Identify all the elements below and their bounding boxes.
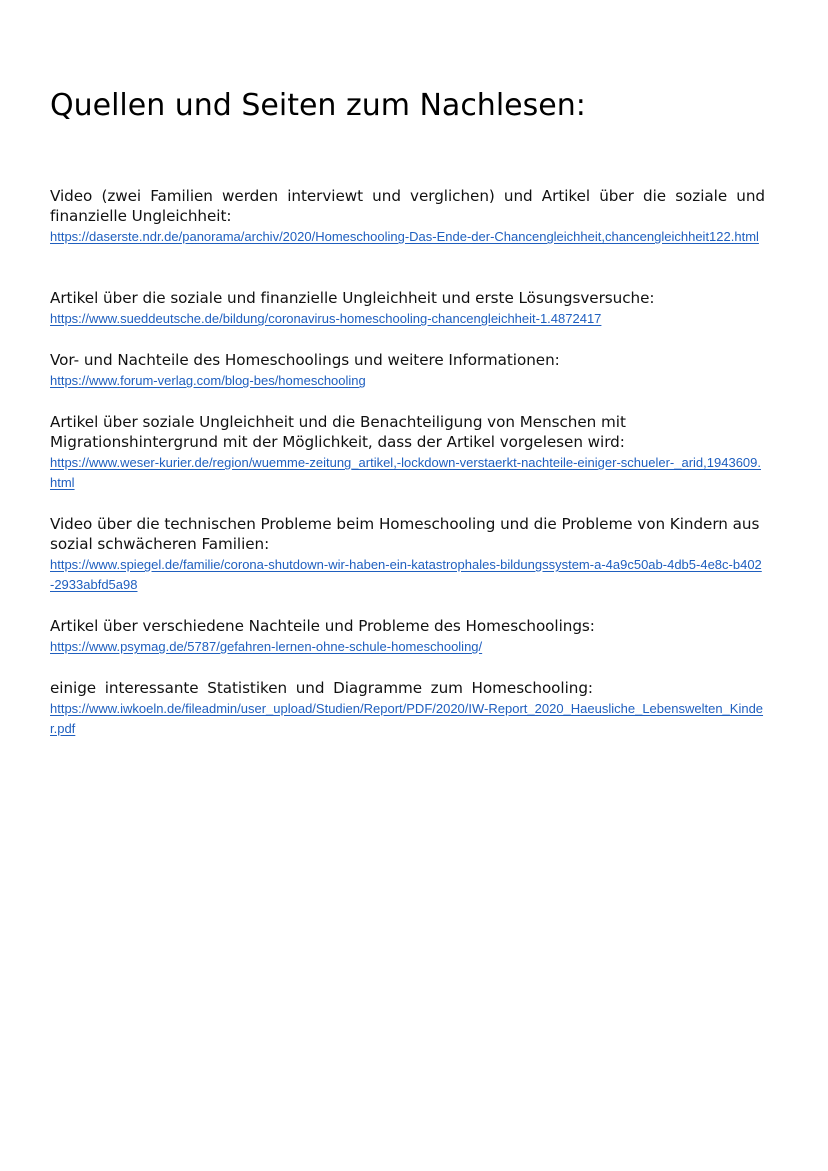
source-description: Artikel über soziale Ungleichheit und die Benachteiligung von Menschen mit Migrationshintergrund mit der Möglichkeit, dass der Artikel vorgelesen wird: bbox=[50, 413, 626, 451]
source-entry-4 bbox=[50, 412, 765, 493]
source-entry-6 bbox=[50, 616, 765, 657]
source-link[interactable]: https://www.forum-verlag.com/blog-bes/homeschooling bbox=[50, 373, 366, 388]
source-entry-1 bbox=[50, 186, 765, 247]
source-description: Vor- und Nachteile des Homeschoolings und weitere Informationen: bbox=[50, 351, 560, 369]
source-entry-3 bbox=[50, 350, 765, 391]
source-link[interactable]: https://www.weser-kurier.de/region/wuemme-zeitung_artikel,-lockdown-verstaerkt-nachteile-einiger-schueler-_arid,1943609.html bbox=[50, 455, 761, 490]
page-title: Quellen und Seiten zum Nachlesen: bbox=[50, 88, 586, 123]
source-link[interactable]: https://daserste.ndr.de/panorama/archiv/2020/Homeschooling-Das-Ende-der-Chancengleichheit,chancengleichheit122.html bbox=[50, 229, 759, 244]
source-link[interactable]: https://www.spiegel.de/familie/corona-shutdown-wir-haben-ein-katastrophales-bildungssystem-a-4a9c50ab-4db5-4e8c-b402-2933abfd5a98 bbox=[50, 557, 762, 592]
source-entry-7 bbox=[50, 678, 765, 739]
source-link[interactable]: https://www.psymag.de/5787/gefahren-lernen-ohne-schule-homeschooling/ bbox=[50, 639, 483, 654]
source-description: Video über die technischen Probleme beim Homeschooling und die Probleme von Kindern aus sozial schwächeren Familien: bbox=[50, 515, 760, 553]
source-link[interactable]: https://www.sueddeutsche.de/bildung/coronavirus-homeschooling-chancengleichheit-1.4872417 bbox=[50, 311, 602, 326]
source-description: Artikel über verschiedene Nachteile und Probleme des Homeschoolings: bbox=[50, 617, 595, 635]
source-link[interactable]: https://www.iwkoeln.de/fileadmin/user_upload/Studien/Report/PDF/2020/IW-Report_2020_Haeusliche_Lebenswelten_Kinder.pdf bbox=[50, 701, 764, 736]
source-entry-5 bbox=[50, 514, 765, 595]
source-description: Video (zwei Familien werden interviewt und verglichen) und Artikel über die soziale und finanzielle Ungleichheit: bbox=[50, 187, 765, 225]
source-description: Artikel über die soziale und finanzielle Ungleichheit und erste Lösungsversuche: bbox=[50, 289, 655, 307]
source-description: einige interessante Statistiken und Diagramme zum Homeschooling: bbox=[50, 679, 593, 697]
source-entry-2 bbox=[50, 288, 765, 329]
